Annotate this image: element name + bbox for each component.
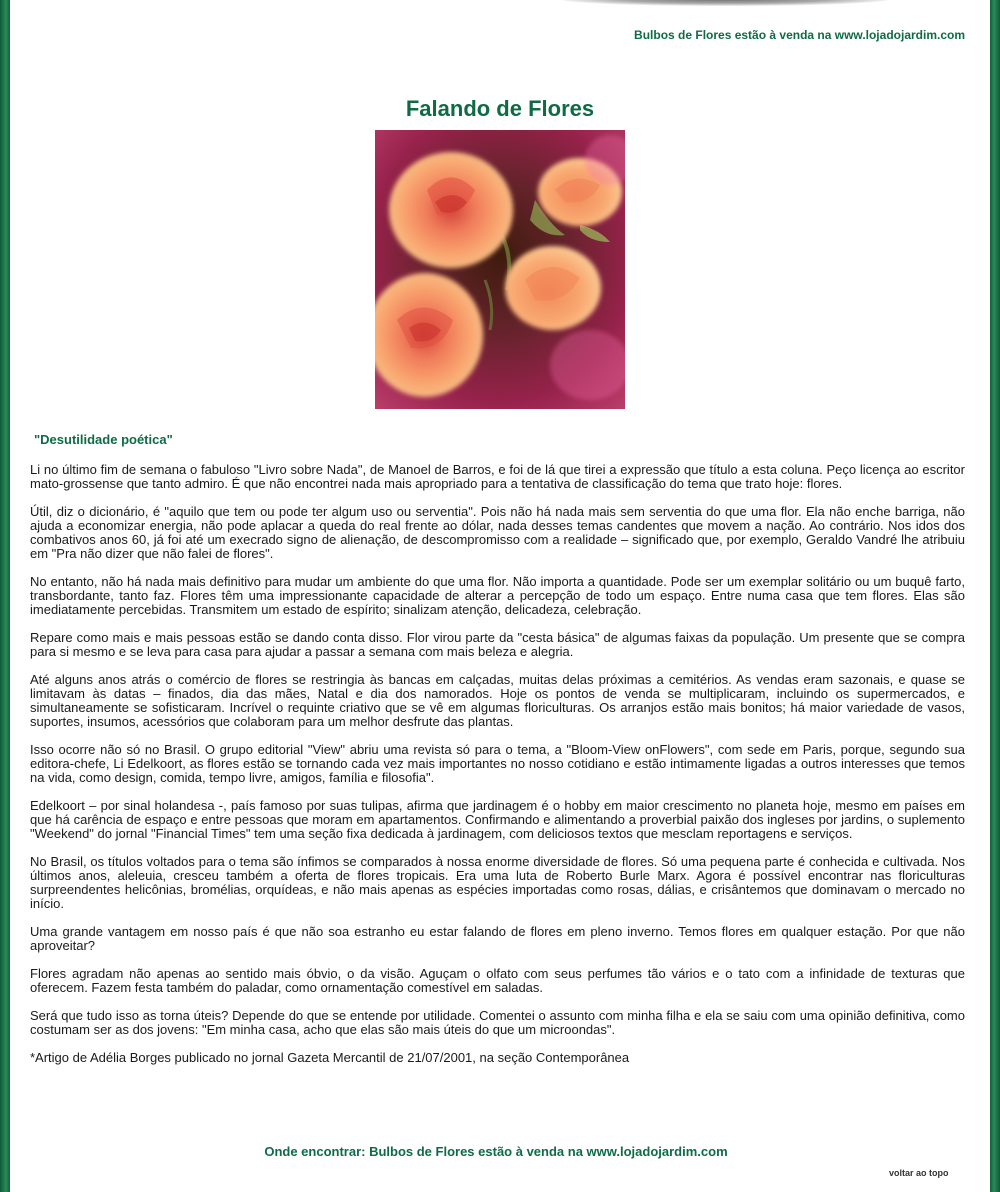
roses-photo <box>375 130 625 409</box>
article-paragraph: Isso ocorre não só no Brasil. O grupo editorial "View" abriu uma revista só para o tema, a "Bloom-View onFlowers", com sede em Paris, porque, segundo sua editora-chefe, Li Edelkoort, as flores estão se tornando cada vez mais importantes no nosso cotidiano e estão intimamente ligadas a outros interesses que temos na vida, como design, comida, tempo livre, amigos, família e filosofia". <box>30 742 965 785</box>
article-paragraph: Li no último fim de semana o fabuloso "Livro sobre Nada", de Manoel de Barros, e foi de lá que tirei a expressão que título a esta coluna. Peço licença ao escritor mato-grossense que tanto admiro. É que não encontrei nada mais apropriado para a tentativa de classificação do tema que trato hoje: flores. <box>30 462 965 491</box>
article-paragraph: Útil, diz o dicionário, é "aquilo que tem ou pode ter algum uso ou serventia". Pois não há nada mais sem serventia do que uma flor. Ela não enche barriga, não ajuda a economizar energia, não pode aplacar a queda do real frente ao dólar, nada desses temas candentes que movem a nação. Ao contrário. Nos idos dos combativos anos 60, já foi até um execrado signo de alienação, de descompromisso com a realidade – significado que, por exemplo, Geraldo Vandré lhe atribuiu em "Pra não dizer que não falei de flores". <box>30 504 965 561</box>
article-paragraph: Uma grande vantagem em nosso país é que não soa estranho eu estar falando de flores em pleno inverno. Temos flores em qualquer estação. Por que não aproveitar? <box>30 924 965 953</box>
back-to-top-link[interactable]: voltar ao topo <box>889 1168 949 1178</box>
article-paragraph: Até alguns anos atrás o comércio de flores se restringia às bancas em calçadas, muitas delas próximas a cemitérios. As vendas eram sazonais, e quase se limitavam às datas – finados, dia das mães, Natal e dia dos namorados. Hoje os pontos de venda se multiplicaram, incluindo os supermercados, e simultaneamente se sofisticaram. Incrível o requinte criativo que se vê em algumas floriculturas. Os arranjos estão mais bonitos; há maior variedade de vasos, suportes, insumos, acessórios que colaboram para um melhor desfrute das plantas. <box>30 672 965 729</box>
top-shop-link[interactable]: Bulbos de Flores estão à venda na www.lojadojardim.com <box>634 28 965 42</box>
article-subtitle: "Desutilidade poética" <box>34 432 173 447</box>
article-paragraph: Flores agradam não apenas ao sentido mais óbvio, o da visão. Aguçam o olfato com seus perfumes tão vários e o tato com a infinidade de texturas que oferecem. Fazem festa também do paladar, como ornamentação comestível em saladas. <box>30 966 965 995</box>
article <box>30 432 965 1079</box>
left-green-border <box>0 0 10 1192</box>
article-credit: *Artigo de Adélia Borges publicado no jornal Gazeta Mercantil de 21/07/2001, na seção Contemporânea <box>30 1050 630 1065</box>
article-paragraph: Repare como mais e mais pessoas estão se dando conta disso. Flor virou parte da "cesta básica" de algumas faixas da população. Um presente que se compra para si mesmo e se leva para casa para ajudar a passar a semana com mais beleza e alegria. <box>30 630 965 659</box>
page-title: Falando de Flores <box>405 96 595 121</box>
bottom-shop-link[interactable]: Onde encontrar: Bulbos de Flores estão à venda na www.lojadojardim.com <box>264 1144 728 1159</box>
article-paragraph: Edelkoort – por sinal holandesa -, país famoso por suas tulipas, afirma que jardinagem é o hobby em maior crescimento no planeta hoje, mesmo em países em que há carência de espaço e entre pessoas que moram em apartamentos. Confirmando e alimentando a proverbial paixão dos ingleses por jardins, o suplemento "Weekend" do jornal "Financial Times" tem uma seção fixa dedicada à jardinagem, com deliciosos textos que mesclam reportagens e serviços. <box>30 798 965 841</box>
article-paragraph: No Brasil, os títulos voltados para o tema são ínfimos se comparados à nossa enorme diversidade de flores. Só uma pequena parte é conhecida e cultivada. Nos últimos anos, aleleuia, cresceu também a oferta de flores tropicais. Era uma luta de Roberto Burle Marx. Agora é possível encontrar nas floriculturas surpreendentes helicônias, bromélias, orquídeas, e não mais apenas as espécies importadas como rosas, dálias, e crisântemos que dominavam o mercado no início. <box>30 854 965 911</box>
top-shadow-decoration <box>560 0 890 6</box>
article-paragraph: Será que tudo isso as torna úteis? Depende do que se entende por utilidade. Comentei o assunto com minha filha e ela se saiu com uma opinião definitiva, como costumam ser as dos jovens: "Em minha casa, acho que elas são mais úteis do que um microondas". <box>30 1008 965 1037</box>
article-paragraph: No entanto, não há nada mais definitivo para mudar um ambiente do que uma flor. Não importa a quantidade. Pode ser um exemplar solitário ou um buquê farto, transbordante, tanto faz. Flores têm uma impressionante capacidade de alterar a percepção de todo um espaço. Entre numa casa que tem flores. Elas são imediatamente percebidas. Transmitem um estado de espírito; sinalizam atenção, delicadeza, celebração. <box>30 574 965 617</box>
right-green-border <box>990 0 1000 1192</box>
